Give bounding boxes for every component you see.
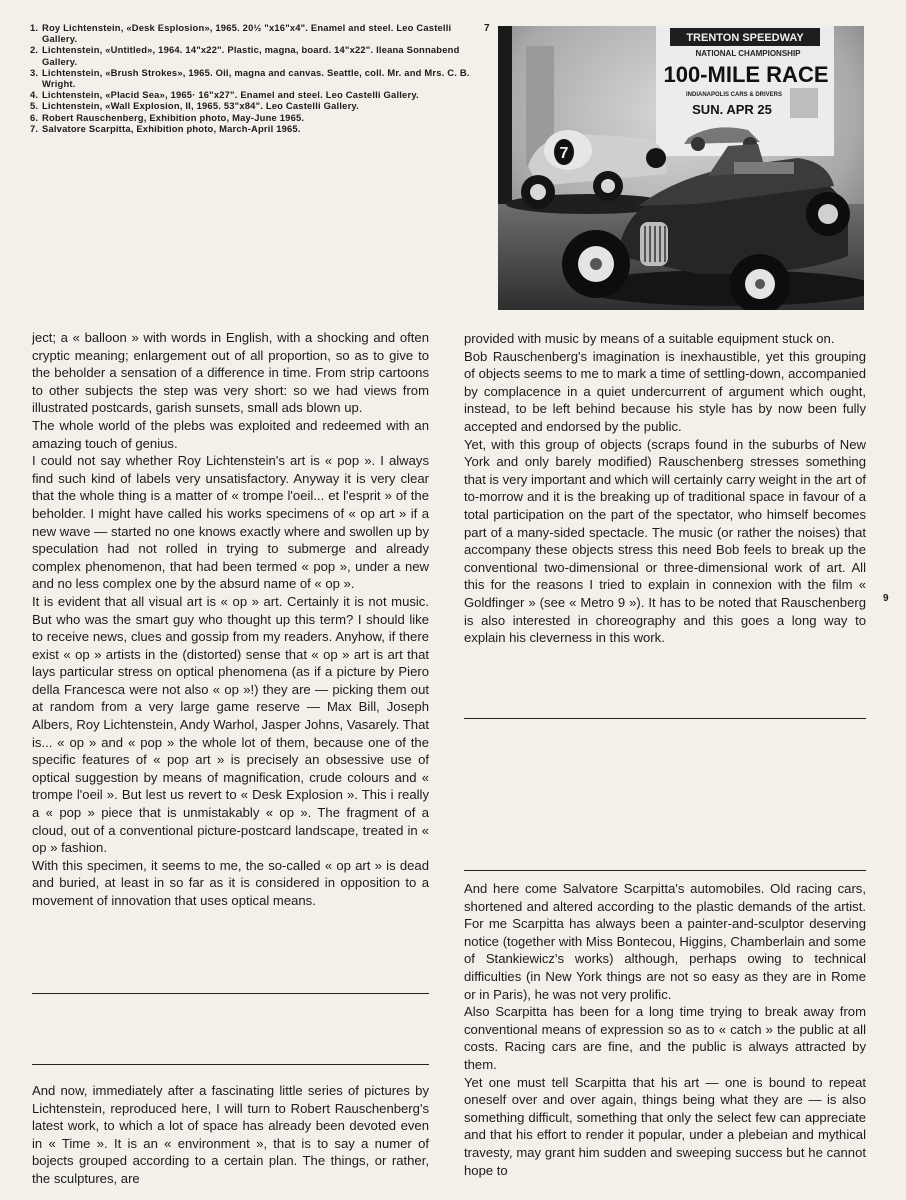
right-bottom-text (464, 880, 866, 1179)
caption-number: 7. (30, 122, 39, 134)
poster-line-2: NATIONAL CHAMPIONSHIP (695, 49, 801, 58)
poster-line-5: SUN. APR 25 (692, 102, 772, 117)
paragraph: Yet, with this group of objects (scraps found in the suburbs of New York and only barely modified) Rauschenberg stresses something that is very important and which will certainly carry weight in the art of to-morrow and it is the breaking up of traditional space in favour of a total participation on the part of the spectator, who himself becomes part of a many-sided spectacle. The music (or rather the noises) that accompany these objects stress this need Bob feels to break up the conventional two-dimensional or three-dimensional work of art. All this for the reasons I tried to explain in connexion with the film « Goldfinger » (see « Metro 9 »). It has to be noted that Rauschenberg is also interested in choreography and this goes a long way to explain his cleverness in this work. (464, 436, 866, 646)
paragraph: Bob Rauschenberg's imagination is inexhaustible, yet this grouping of objects seems to me to mark a time of settling-down, accompanied by complacence in a quiet undercurrent of argument which ought, instead, to be left behind because his style has by now been fully accepted and endorsed by the public. (464, 348, 866, 434)
section-divider (32, 993, 429, 994)
paragraph: Yet one must tell Scarpitta that his art — one is bound to repeat oneself over and over again, things being what they are — is also something difficult, something that only the select few can appreciate and that his effort to render it popular, under a plebeian and mythical travesty, may grant him sudden and sweeping success but he cannot hope to (464, 1074, 866, 1178)
race-poster (656, 26, 834, 156)
caption-number: 2. (30, 44, 39, 56)
caption-item (30, 89, 470, 100)
paragraph: And now, immediately after a fascinating little series of pictures by Lichtenstein, reproduced here, I will turn to Robert Rauschenberg's latest work, to which a lot of space has already been devoted even in « Time ». It is an « environment », that is to say a numer of bojects grouped according to a certain plan. The things, or rather, the sculptures, are (32, 1083, 429, 1186)
poster-line-4: INDIANAPOLIS CARS & DRIVERS (685, 92, 783, 98)
paragraph: Also Scarpitta has been for a long time trying to break away from conventional means of expression so as to « catch » the public at all costs. Racing cars are fine, and the public is always attracted by them. (464, 1004, 866, 1072)
caption-number: 4. (30, 89, 39, 101)
paragraph: provided with music by means of a suitable equipment stuck on. (464, 331, 835, 346)
right-column-text (464, 330, 866, 647)
section-divider (32, 1064, 429, 1065)
paragraph: I could not say whether Roy Lichtenstein's art is « pop ». I always find such kind of labels very unsatisfactory. Anyway it is very clear that the whole thing is a matter of « trompe l'oeil... et l'esprit » of the beholder. I might have called his works specimens of « op art » if a new wave — started no one knows exactly where and swollen up by speculation had not rolled in trying to submerge and already complex phenomenon, that had been termed « pop », under a new and no less complex one by the absurd name of « op ». (32, 453, 429, 592)
caption-text: Lichtenstein, «Wall Explosion, II, 1965. 53"x84". Leo Castelli Gallery. (42, 100, 359, 112)
left-column-text (32, 329, 429, 910)
caption-item (30, 123, 470, 134)
caption-text: Lichtenstein, «Untitled», 1964. 14"x22". Plastic, magna, board. 14"x22". Ileana Sonnabend Gallery. (42, 44, 460, 67)
caption-list (30, 22, 470, 134)
caption-number: 3. (30, 66, 39, 78)
caption-item (30, 67, 470, 89)
caption-text: Lichtenstein, «Brush Strokes», 1965. Oil, magna and canvas. Seattle, coll. Mr. and Mrs. C. B. Wright. (42, 66, 470, 90)
page-number: 9 (883, 593, 889, 604)
photo-number: 7 (484, 23, 490, 34)
caption-item (30, 44, 470, 66)
caption-text: Lichtenstein, «Placid Sea», 1965· 16"x27". Enamel and steel. Leo Castelli Gallery. (42, 89, 419, 101)
paragraph: With this specimen, it seems to me, the so-called « op art » is dead and buried, at least in so far as it is considered in opposition to a movement of innovation that uses optical means. (32, 857, 429, 908)
caption-number: 1. (30, 22, 39, 33)
section-divider (464, 870, 866, 871)
caption-text: Roy Lichtenstein, «Desk Esplosion», 1965. 20½ "x16"x4". Enamel and steel. Leo Castelli Gallery. (42, 22, 452, 45)
poster-line-1: TRENTON SPEEDWAY (686, 32, 804, 44)
poster-line-3: 100-MILE RACE (663, 62, 829, 87)
paragraph: It is evident that all visual art is « op » art. Certainly it is not music. But who was the smart guy who thought up this term? I should like to receive news, clues and gossip from my readers. Anyhow, if there exist « op » artists in the (distorted) sense that « op » art is art that lays particular stress on optical phenomena (as if a picture by Piero della Francesca were not also « op »!) they are — picking them out at random from a very large game reserve — Max Bill, Joseph Albers, Roy Lichtenstein, Andy Warhol, Jasper Johns, Vasarely. That is... « op » and « pop » the whole lot of them, because one of the specific features of « pop art » is precisely an obsessive use of optical suggestion by means of magnification, crude colours and « trompe l'oeil ». But lest us revert to « Desk Explosion ». This i really a « pop » piece that is unmistakably « op ». The fragment of a cloud, out of a conventional picture-postcard landscape, treated in « op » fashion. (32, 593, 429, 856)
race-car-photo-illustration (498, 26, 864, 310)
caption-item (30, 100, 470, 111)
exhibition-photo (498, 26, 864, 310)
caption-item (30, 22, 470, 44)
paragraph: The whole world of the plebs was exploited and redeemed with an amazing touch of genius. (32, 417, 429, 451)
left-bottom-text (32, 1082, 429, 1188)
caption-number: 5. (30, 100, 39, 112)
paragraph: ject; a « balloon » with words in English, with a shocking and often cryptic meaning; enlargement out of all proportion, so as to give to the beholder a sensation of a difference in time. From strip cartoons to other subjects the step was very short: so we had views from illustrated postcards, garish sunsets, small ads blown up. (32, 330, 429, 416)
caption-item (30, 112, 470, 123)
caption-text: Salvatore Scarpitta, Exhibition photo, March-April 1965. (42, 122, 301, 134)
caption-number: 6. (30, 111, 39, 123)
caption-text: Robert Rauschenberg, Exhibition photo, May-June 1965. (42, 111, 305, 123)
paragraph: And here come Salvatore Scarpitta's automobiles. Old racing cars, shortened and altered according to the plastic demands of the artist. For me Scarpitta has always been a painter-and-sculptor deserving notice (together with Miss Bontecou, Higgins, Chamberlain and some of Stankiewicz's works) although, perhaps owing to technical difficulties (in New York things are not so easy as they are in Rome or in Paris), he was not very prolific. (464, 881, 866, 1002)
section-divider (464, 718, 866, 719)
car-number-text: 7 (559, 145, 569, 162)
